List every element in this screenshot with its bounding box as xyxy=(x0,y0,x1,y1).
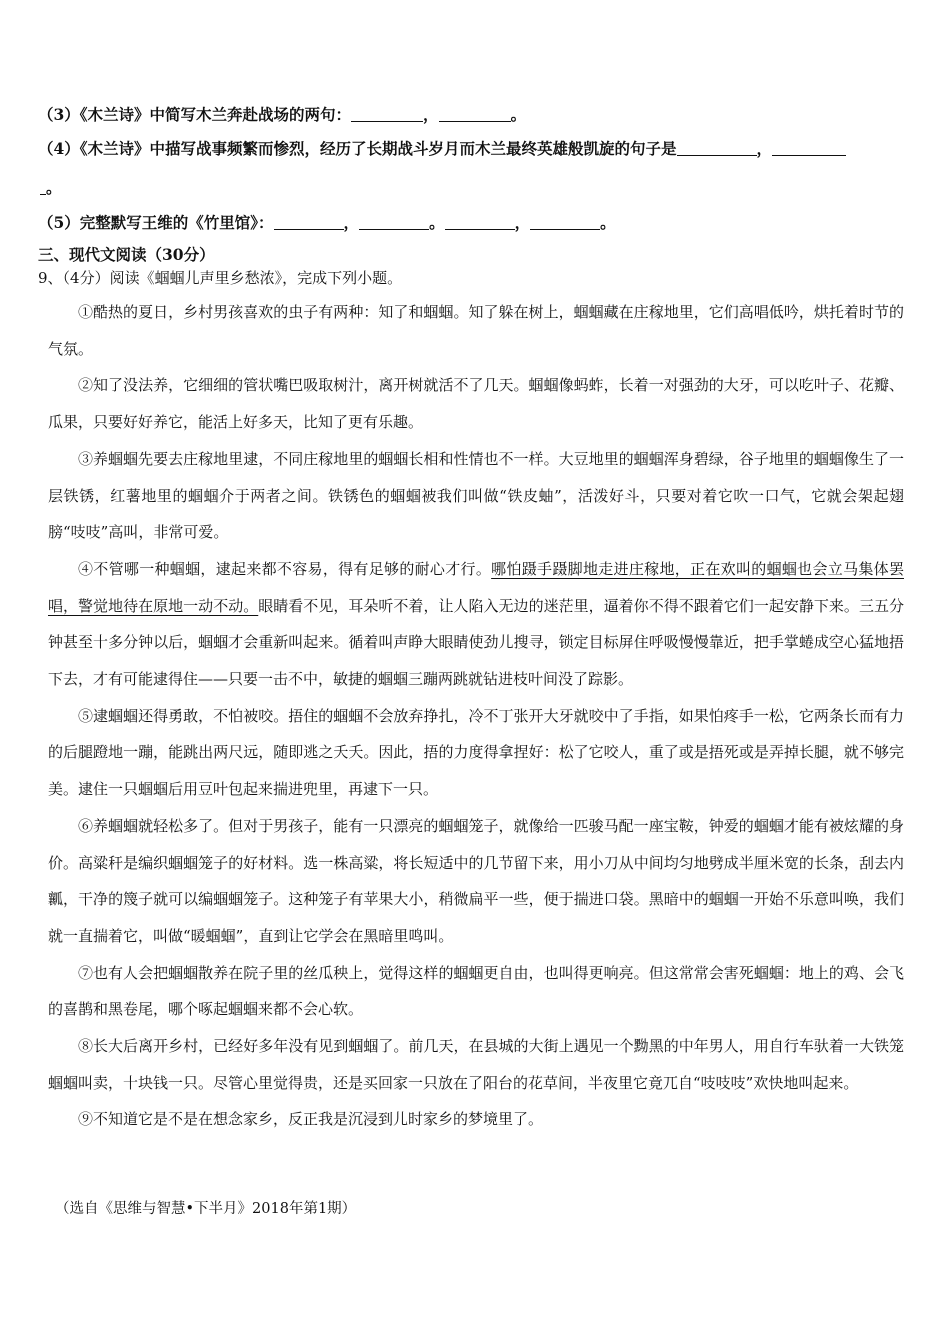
answer-blank[interactable] xyxy=(772,154,846,156)
answer-blank[interactable] xyxy=(677,154,757,156)
question-4: （4）《木兰诗》中描写战事频繁而惨烈，经历了长期战斗岁月而木兰最终英雄般凯旋的句子是 ， xyxy=(38,137,846,159)
question-9-intro: 9、（4分）阅读《蝈蝈儿声里乡愁浓》，完成下列小题。 xyxy=(38,269,403,287)
question-4-text: （4）《木兰诗》中描写战事频繁而惨烈，经历了长期战斗岁月而木兰最终英雄般凯旋的句子是 xyxy=(38,139,677,158)
underlined-sentence: 哪怕蹑手蹑脚地走进庄稼地，正在欢叫的蝈蝈也会立马集体罢唱，警觉地待在原地一动不动。 xyxy=(48,559,904,615)
answer-blank[interactable] xyxy=(351,120,423,122)
section-heading: 三、现代文阅读（30分） xyxy=(38,245,215,264)
source-citation: （选自《思维与智慧•下半月》2018年第1期） xyxy=(55,1201,357,1217)
question-4-continuation: 。 xyxy=(40,176,62,198)
article-body xyxy=(48,294,904,1138)
answer-blank[interactable] xyxy=(530,228,600,230)
question-5-text: （5）完整默写王维的《竹里馆》： xyxy=(38,213,274,232)
answer-blank[interactable] xyxy=(439,120,511,122)
question-3: （3）《木兰诗》中简写木兰奔赴战场的两句： ， 。 xyxy=(38,105,527,124)
article-paragraph-3: ③养蝈蝈先要去庄稼地里逮，不同庄稼地里的蝈蝈长相和性情也不一样。大豆地里的蝈蝈浑身碧绿，谷子地里的蝈蝈像生了一层铁锈，红薯地里的蝈蝈介于两者之间。铁锈色的蝈蝈被我们叫做“铁皮蚰”，活泼好斗，只要对着它吹一口气，它就会架起翅膀“吱吱”高叫，非常可爱。 xyxy=(48,449,904,542)
answer-blank[interactable] xyxy=(274,228,344,230)
question-5: （5）完整默写王维的《竹里馆》： ， 。 ， 。 xyxy=(38,213,616,232)
article-paragraph-6: ⑥养蝈蝈就轻松多了。但对于男孩子，能有一只漂亮的蝈蝈笼子，就像给一匹骏马配一座宝鞍，钟爱的蝈蝈才能有被炫耀的身价。高粱秆是编织蝈蝈笼子的好材料。选一株高粱，将长短适中的几节留下来，用小刀从中间均匀地劈成半厘米宽的长条，刮去内瓤，干净的篾子就可以编蝈蝈笼子。这种笼子有苹果大小，稍微扁平一些，便于揣进口袋。黑暗中的蝈蝈一开始不乐意叫唤，我们就一直揣着它，叫做“暖蝈蝈”，直到让它学会在黑暗里鸣叫。 xyxy=(48,816,904,945)
answer-blank[interactable] xyxy=(359,228,429,230)
article-paragraph-7: ⑦也有人会把蝈蝈散养在院子里的丝瓜秧上，觉得这样的蝈蝈更自由，也叫得更响亮。但这常常会害死蝈蝈：地上的鸡、会飞的喜鹊和黑卷尾，哪个啄起蝈蝈来都不会心软。 xyxy=(48,963,904,1019)
article-paragraph-5: ⑤逮蝈蝈还得勇敢，不怕被咬。捂住的蝈蝈不会放弃挣扎，冷不丁张开大牙就咬中了手指，如果怕疼手一松，它两条长而有力的后腿蹬地一蹦，能跳出两尺远，随即逃之夭夭。因此，捂的力度得拿捏好：松了它咬人，重了或是捂死或是弄掉长腿，就不够完美。逮住一只蝈蝈后用豆叶包起来揣进兜里，再逮下一只。 xyxy=(48,706,904,799)
article-paragraph-8: ⑧长大后离开乡村，已经好多年没有见到蝈蝈了。前几天，在县城的大街上遇见一个黝黑的中年男人，用自行车驮着一大铁笼蝈蝈叫卖，十块钱一只。尽管心里觉得贵，还是买回家一只放在了阳台的花草间，半夜里它竟兀自“吱吱吱”欢快地叫起来。 xyxy=(48,1037,904,1092)
article-paragraph-1: ①酷热的夏日，乡村男孩喜欢的虫子有两种：知了和蝈蝈。知了躲在树上，蝈蝈藏在庄稼地里，它们高唱低吟，烘托着时节的气氛。 xyxy=(48,303,904,358)
article-paragraph-4: ④不管哪一种蝈蝈，逮起来都不容易，得有足够的耐心才行。哪怕蹑手蹑脚地走进庄稼地，正在欢叫的蝈蝈也会立马集体罢唱，警觉地待在原地一动不动。眼睛看不见，耳朵听不着，让人陷入无边的迷茫里，逼着你不得不跟着它们一起安静下来。三五分钟甚至十多分钟以后，蝈蝈才会重新叫起来。循着叫声睁大眼睛使劲儿搜寻，锁定目标屏住呼吸慢慢靠近，把手掌蜷成空心猛地捂下去，才有可能逮得住——只要一击不中，敏捷的蝈蝈三蹦两跳就钻进枝叶间没了踪影。 xyxy=(48,559,904,689)
article-paragraph-2: ②知了没法养，它细细的管状嘴巴吸取树汁，离开树就活不了几天。蝈蝈像蚂蚱，长着一对强劲的大牙，可以吃叶子、花瓣、瓜果，只要好好养它，能活上好多天，比知了更有乐趣。 xyxy=(48,376,904,432)
answer-blank[interactable] xyxy=(445,228,515,230)
question-3-text: （3）《木兰诗》中简写木兰奔赴战场的两句： xyxy=(38,105,352,124)
article-paragraph-9: ⑨不知道它是不是在想念家乡，反正我是沉浸到儿时家乡的梦境里了。 xyxy=(78,1110,544,1129)
